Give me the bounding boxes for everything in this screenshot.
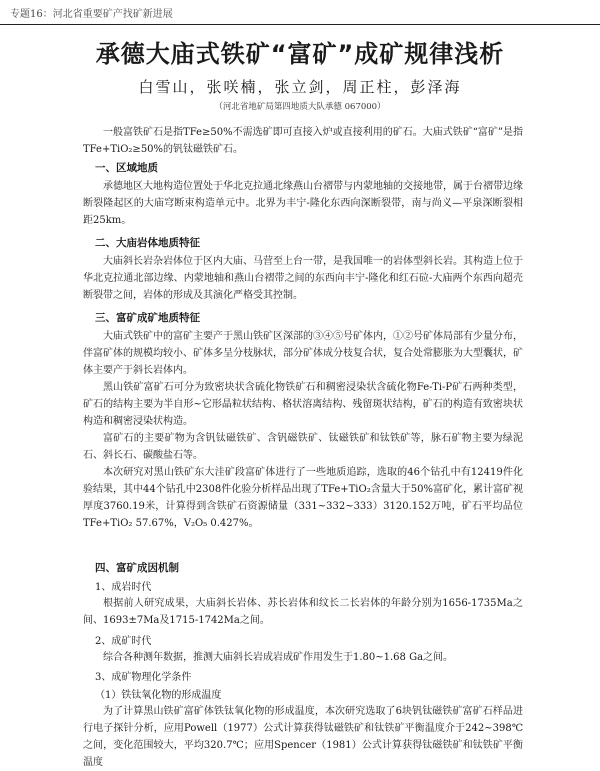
section-1-body	[83, 178, 523, 229]
section-4-sub-3: 3、成矿物理化学条件	[95, 672, 192, 683]
paper-title: 承德大庙式铁矿“富矿”成矿规律浅析	[95, 40, 505, 68]
section-1-heading: 一、区域地质	[95, 162, 158, 174]
intro-block	[83, 124, 523, 158]
section-4-sub-1-body	[83, 595, 523, 629]
running-header	[0, 0, 600, 25]
section-4-sub-3-1: （1）铁钛氧化物的形成温度	[95, 690, 222, 701]
section-2-paragraph: 大庙斜长岩杂岩体位于区内大庙、马营至上台一带，是我国唯一的岩体型斜长岩。其构造上位于华北克拉通北部边缘、内蒙地轴和燕山台褶带之间的东西向丰宁-隆化和红石砬-大庙两个东西向超壳断裂带之间，岩体的形成及其演化严格受其控制。	[83, 256, 523, 301]
section-3-paragraph-1: 大庙式铁矿中的富矿主要产于黑山铁矿区深部的③④⑤号矿体内，①②号矿体局部有少量分布，伴富矿体的规模均较小、矿体多呈分枝脉状，部分矿体成分枝复合状，复合处常膨胀为大型囊状，矿体主要产于斜长岩体内。	[83, 331, 523, 376]
section-4-sub-2-body	[83, 649, 523, 666]
running-header-text: 专题16：河北省重要矿产找矿新进展	[10, 9, 173, 20]
section-1-paragraph: 承德地区大地构造位置处于华北克拉通北缘燕山台褶带与内蒙地轴的交接地带，属于台褶带边缘断裂隆起区的大庙穹断束构造单元中。北界为丰宁-隆化东西向深断裂带，南与尚义—平泉深断裂相距25km。	[83, 181, 523, 226]
section-4-sub-2-paragraph: 综合各种测年数据，推测大庙斜长岩成岩成矿作用发生于1.80~1.68 Ga之间。	[103, 652, 454, 663]
section-2-heading: 二、大庙岩体地质特征	[95, 237, 200, 249]
section-3-heading: 三、富矿成矿地质特征	[95, 312, 200, 324]
intro-paragraph: 一般富铁矿石是指TFe≥50%不需选矿即可直接入炉或直接利用的矿石。大庙式铁矿“富矿”是指TFe+TiO₂≥50%的钒钛磁铁矿石。	[83, 127, 523, 155]
section-4-heading: 四、富矿成因机制	[95, 562, 179, 574]
section-3-body	[83, 328, 523, 532]
section-3-paragraph-4: 本次研究对黑山铁矿东大洼矿段富矿体进行了一些地质追踪，选取的46个钻孔中有12419件化验结果，其中44个钻孔中2308件化验分析样品出现了TFe+TiO₂含量大于50%富矿化，累计富矿视厚度3760.19米，计算得到含铁矿石资源储量（331~332~333）3120.152万吨，矿石平均品位TFe+TiO₂ 57.67%，V₂O₅ 0.427%。	[83, 467, 523, 529]
author-list: 白雪山，张咲楠，张立剑，周正柱，彭泽海	[138, 78, 462, 96]
section-4-sub-3-1-body	[83, 703, 523, 771]
section-4-sub-2: 2、成矿时代	[95, 636, 152, 647]
section-2-body	[83, 253, 523, 304]
section-3-paragraph-3: 富矿石的主要矿物为含钒钛磁铁矿、含钒磁铁矿、钛磁铁矿和钛铁矿等，脉石矿物主要为绿泥石、斜长石、碳酸盐石等。	[83, 433, 523, 461]
section-3-paragraph-2: 黑山铁矿富矿石可分为致密块状含硫化物铁矿石和稠密浸染状含硫化物Fe-Ti-P矿石两种类型，矿石的结构主要为半自形~它形晶粒状结构、格状溶离结构、残留斑状结构，矿石的构造有致密块状构造和稠密浸染状构造。	[83, 382, 523, 427]
section-4-sub-1-paragraph: 根据前人研究成果，大庙斜长岩体、苏长岩体和纹长二长岩体的年龄分别为1656-1735Ma之间、1693±7Ma及1715-1742Ma之间。	[83, 598, 523, 626]
section-4-sub-3-1-paragraph: 为了计算黑山铁矿富矿体铁钛氧化物的形成温度，本次研究选取了6块钒钛磁铁矿富矿石样品进行电子探针分析，应用Powell（1977）公式计算获得钛磁铁矿和钛铁矿平衡温度介于242~398℃之间，变化范围较大，平均320.7℃；应用Spencer（1981）公式计算获得钛磁铁矿和钛铁矿平衡温度	[83, 706, 523, 768]
section-4-sub-1: 1、成岩时代	[95, 582, 152, 593]
affiliation: （河北省地矿局第四地质大队承德 067000）	[214, 102, 386, 112]
